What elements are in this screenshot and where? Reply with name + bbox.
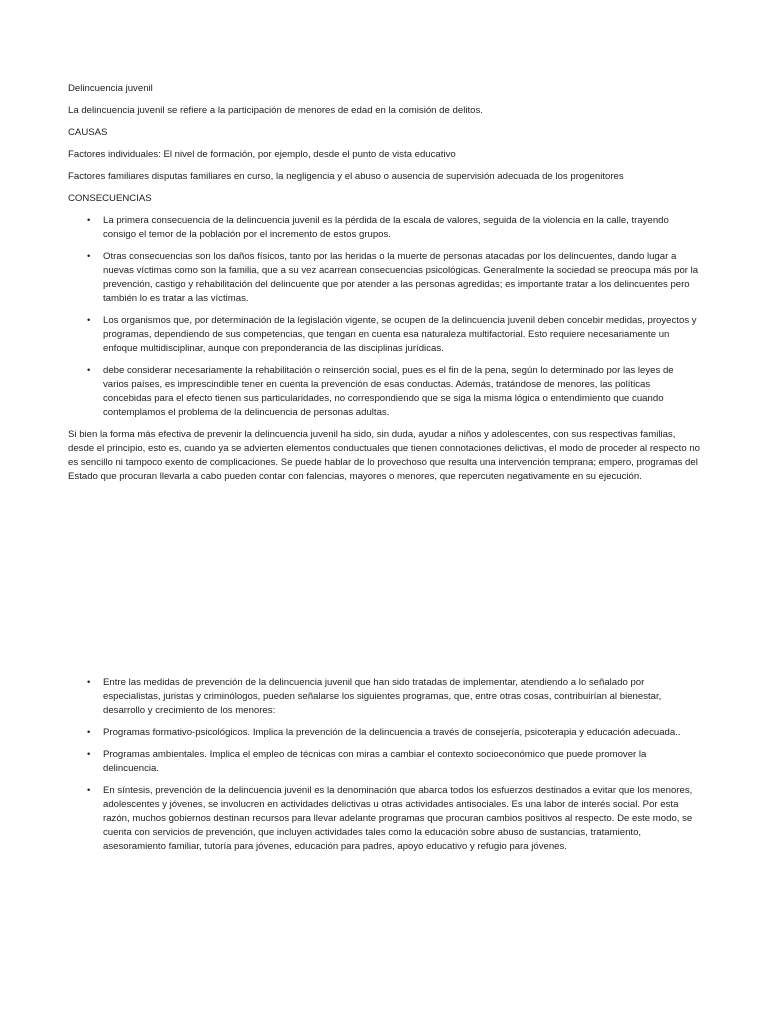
document-title: Delincuencia juvenil (68, 83, 153, 94)
consequence-item: • debe considerar necesariamente la rehabilitación o reinserción social, pues es el fin de la pena, según lo determinado por las leyes de varios países, es imprescindible tener en cuenta la prevención de esas conductas. Además, tratándose de menores, las políticas concebidas para el efecto tienen sus particularidades, no correspondiendo que se siga la misma lógica o entendimiento que cuando contemplamos el problema de la delincuencia de personas adultas. (68, 364, 700, 420)
measure-item: • En síntesis, prevención de la delincuencia juvenil es la denominación que abarca todos los esfuerzos destinados a evitar que los menores, adolescentes y jóvenes, se involucren en actividades delictivas u otras actividades antisociales. Es una labor de interés social. Por esta razón, muchos gobiernos destinan recursos para llevar adelante programas que procuran cambios positivos al respecto. De este modo, se cuenta con servicios de prevención, que incluyen actividades tales como la educación sobre abuso de sustancias, tratamiento, asesoramiento familiar, tutoría para jóvenes, educación para padres, apoyo educativo y refugio para jóvenes. (68, 784, 700, 854)
measure-item: • Entre las medidas de prevención de la delincuencia juvenil que han sido tratadas de implementar, atendiendo a lo señalado por especialistas, juristas y criminólogos, pueden señalarse los siguientes programas, que, entre otras cosas, contribuirían al bienestar, desarrollo y crecimiento de los menores: (68, 676, 700, 718)
consequences-list (68, 214, 700, 420)
cause-individual: Factores individuales: El nivel de formación, por ejemplo, desde el punto de vista educativo (68, 149, 456, 160)
prevention-paragraph: Si bien la forma más efectiva de prevenir la delincuencia juvenil ha sido, sin duda, ayudar a niños y adolescentes, con sus respectivas familias, desde el principio, esto es, cuando ya se advierten elementos conductuales que tienen connotaciones delictivas, el modo de proceder al respecto no es sencillo ni tampoco exento de complicaciones. Se puede hablar de lo provechoso que resulta una intervención temprana; empero, programas del Estado que procuran llevarla a cabo pueden contar con falencias, mayores o menores, que repercuten negativamente en su ejecución. (68, 429, 700, 482)
measure-item: • Programas ambientales. Implica el empleo de técnicas con miras a cambiar el contexto socioeconómico que puede promover la delincuencia. (68, 748, 700, 776)
cause-family: Factores familiares disputas familiares en curso, la negligencia y el abuso o ausencia de supervisión adecuada de los progenitores (68, 171, 624, 182)
causes-heading: CAUSAS (68, 127, 108, 138)
measures-list (68, 676, 700, 854)
measure-item: • Programas formativo-psicológicos. Implica la prevención de la delincuencia a través de consejería, psicoterapia y educación adecuada.. (68, 726, 700, 740)
consequence-item: • La primera consecuencia de la delincuencia juvenil es la pérdida de la escala de valores, seguida de la violencia en la calle, trayendo consigo el temor de la población por el incremento de estos grupos. (68, 214, 700, 242)
document-bottom-section (68, 676, 700, 862)
consequence-item: • Otras consecuencias son los daños físicos, tanto por las heridas o la muerte de personas atacadas por los delincuentes, dando lugar a nuevas víctimas como son la familia, que a su vez acarrean consecuencias psicológicas. Generalmente la sociedad se preocupa más por la prevención, castigo y rehabilitación del delincuente que por atender a las personas agredidas; es importante tratar a los delincuentes pero también lo es tratar a las víctimas. (68, 250, 700, 306)
intro-paragraph: La delincuencia juvenil se refiere a la participación de menores de edad en la comisión de delitos. (68, 105, 483, 116)
consequence-item: • Los organismos que, por determinación de la legislación vigente, se ocupen de la delincuencia juvenil deben concebir medidas, proyectos y programas, dependiendo de sus competencias, que tengan en cuenta esa naturaleza multifactorial. Esto requiere necesariamente un enfoque multidisciplinar, aunque con preponderancia de las disciplinas jurídicas. (68, 314, 700, 356)
document-top-section (68, 82, 700, 492)
consequences-heading: CONSECUENCIAS (68, 193, 152, 204)
